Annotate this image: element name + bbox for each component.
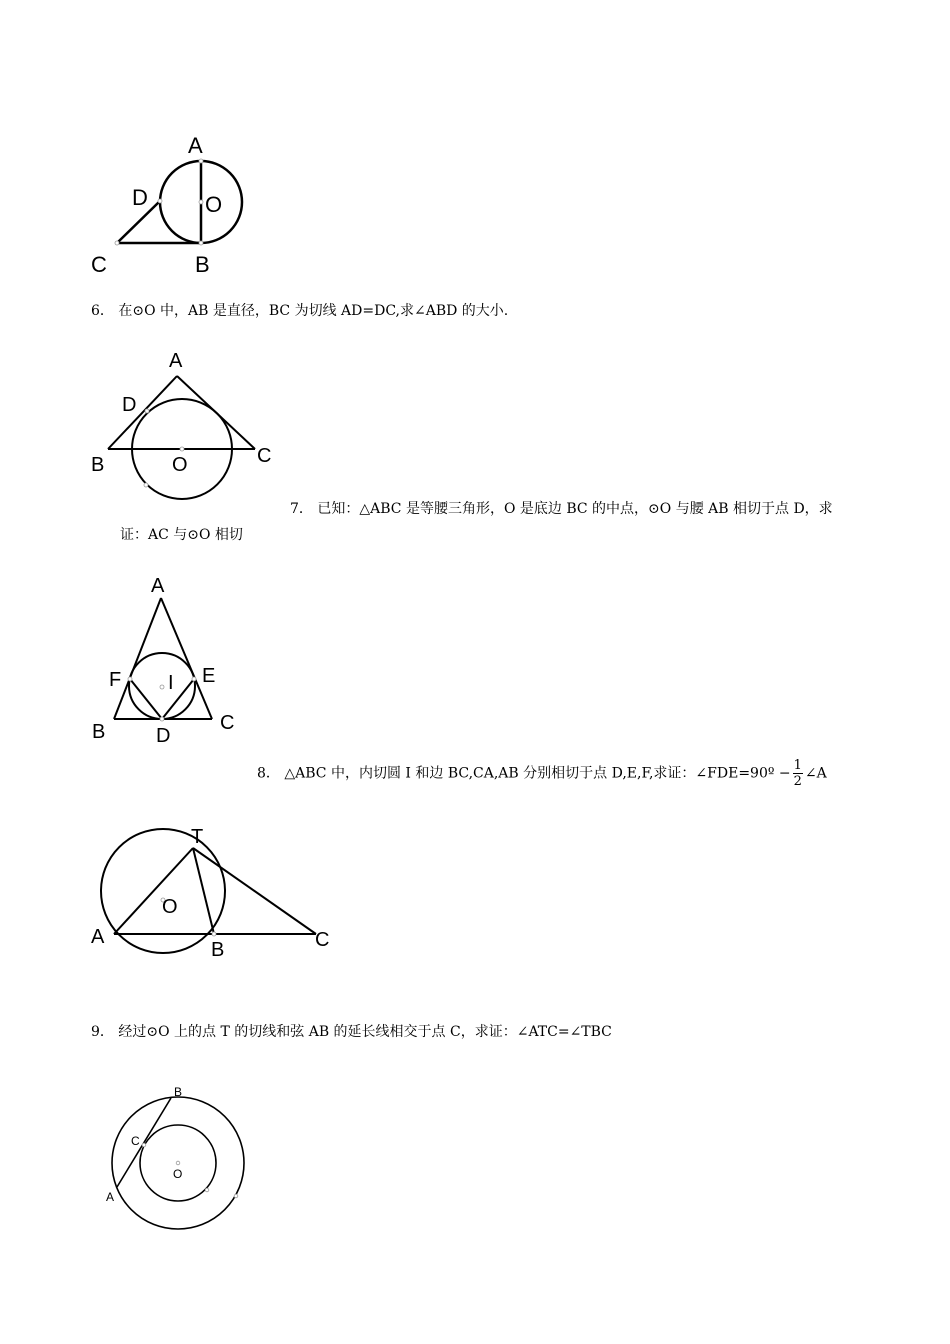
label-b: B	[211, 939, 225, 961]
label-t: T	[191, 826, 204, 848]
figure-problem-10	[95, 1075, 260, 1235]
label-c: C	[91, 252, 107, 277]
label-c: C	[131, 1134, 140, 1148]
label-o: O	[205, 192, 223, 217]
side-ac	[177, 376, 255, 449]
label-o: O	[173, 1167, 183, 1181]
label-d: D	[132, 185, 148, 210]
problem-7-line-1: 7． 已知：△ABC 是等腰三角形，O 是底边 BC 的中点，⊙O 与腰 AB 相切于点 D，求	[290, 501, 833, 517]
chord-ab	[117, 1098, 171, 1187]
label-b: B	[92, 721, 106, 743]
label-b: B	[195, 252, 210, 277]
problem-9-text: 9． 经过⊙O 上的点 T 的切线和弦 AB 的延长线相交于点 C，求证：∠ATC=∠TBC	[91, 1024, 612, 1040]
label-d: D	[156, 725, 171, 747]
side-ac	[161, 598, 212, 719]
problem-8-text	[257, 758, 827, 789]
label-a: A	[151, 575, 165, 597]
label-o: O	[162, 896, 178, 918]
label-a: A	[106, 1190, 115, 1204]
label-b: B	[91, 454, 105, 476]
label-i: I	[168, 672, 174, 694]
side-ab	[114, 598, 161, 719]
fraction-numerator: 1	[793, 758, 802, 773]
problem-7-line-2: 证：AC 与⊙O 相切	[120, 527, 243, 543]
problem-8-prefix: 8． △ABC 中，内切圆 I 和边 BC,CA,AB 分别相切于点 D,E,F,求证：∠FDE=90º −	[257, 765, 791, 782]
figure-problem-8	[85, 565, 255, 750]
side-ab	[108, 376, 177, 449]
label-a: A	[188, 133, 203, 158]
label-a: A	[169, 350, 183, 372]
figure-problem-9	[85, 820, 345, 970]
label-e: E	[202, 665, 216, 687]
figure-problem-6	[80, 125, 270, 285]
figure-problem-7	[85, 340, 285, 505]
problem-8-suffix: ∠A	[804, 765, 827, 782]
chord-ta	[114, 848, 193, 934]
segment-fd	[130, 679, 162, 719]
label-c: C	[315, 929, 330, 951]
fraction-denominator: 2	[793, 774, 802, 789]
label-b: B	[174, 1085, 183, 1099]
fraction-one-half	[793, 758, 803, 789]
label-c: C	[220, 712, 235, 734]
label-d: D	[122, 394, 137, 416]
label-c: C	[257, 445, 272, 467]
label-o: O	[172, 454, 188, 476]
problem-6-text: 6． 在⊙O 中，AB 是直径，BC 为切线 AD=DC,求∠ABD 的大小.	[91, 303, 509, 319]
label-a: A	[91, 926, 105, 948]
label-f: F	[109, 669, 122, 691]
segment-ed	[162, 679, 194, 719]
